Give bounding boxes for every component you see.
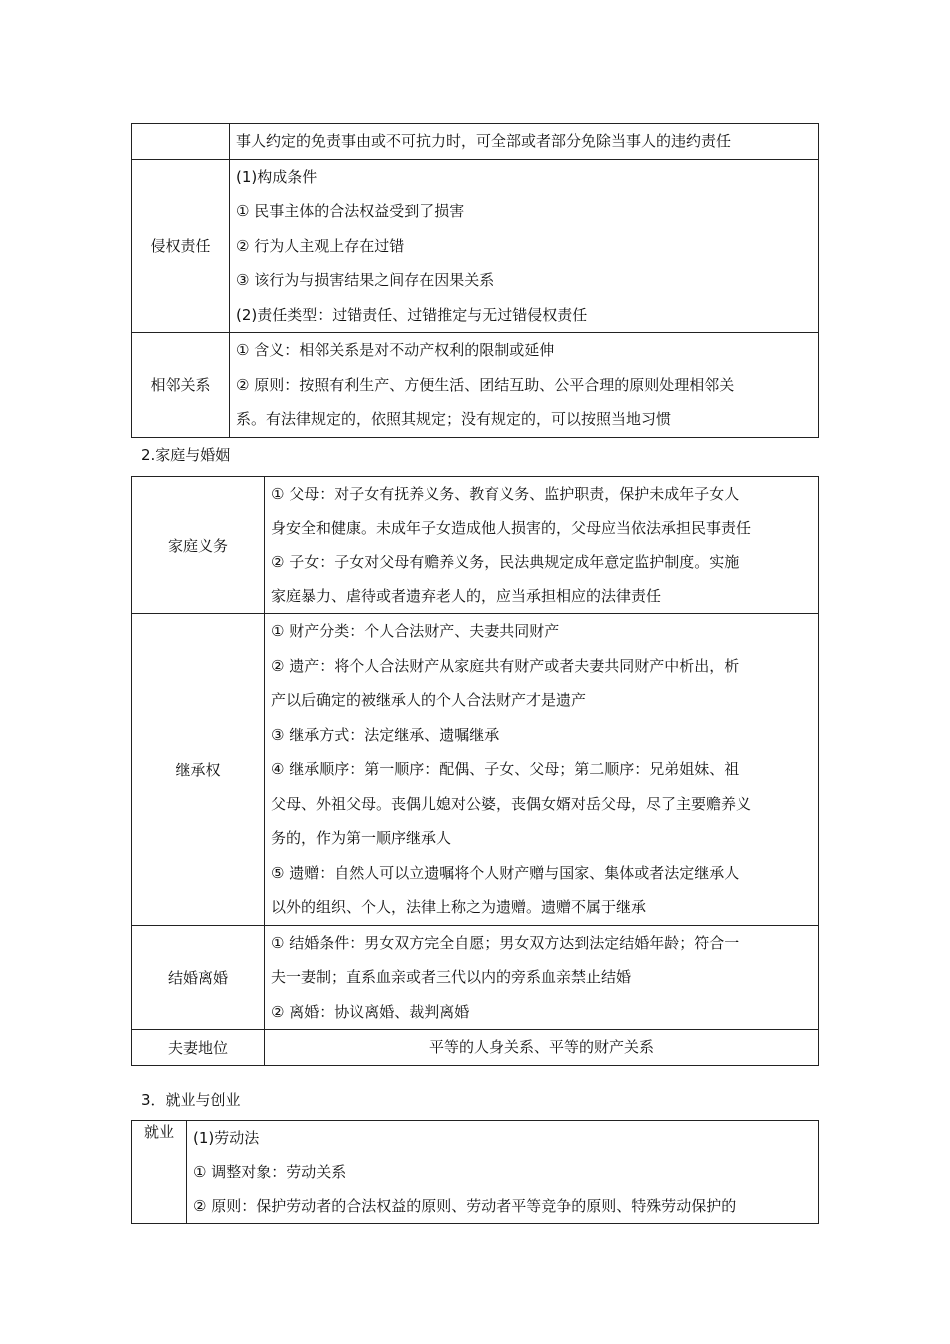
table-row <box>132 333 819 438</box>
content-line: 平等的人身关系、平等的财产关系 <box>428 1038 654 1056</box>
row-content <box>265 925 819 1030</box>
table-employment <box>131 1120 819 1224</box>
content-line: ② 遗产：将个人合法财产从家庭共有财产或者夫妻共同财产中析出，析 <box>271 656 740 675</box>
row-content <box>265 477 819 614</box>
content-line: ② 离婚：协议离婚、裁判离婚 <box>271 1002 470 1021</box>
section-heading-family-marriage: 2.家庭与婚姻 <box>141 446 231 464</box>
table-row <box>132 159 819 333</box>
content-line: ② 行为人主观上存在过错 <box>236 236 405 255</box>
content-line: 产以后确定的被继承人的个人合法财产才是遗产 <box>271 691 587 709</box>
table-row <box>132 124 819 160</box>
content-line: 以外的组织、个人，法律上称之为遗赠。遗赠不属于继承 <box>271 898 647 916</box>
content-line: 事人约定的免责事由或不可抗力时，可全部或者部分免除当事人的违约责任 <box>236 132 732 150</box>
content-line: ③ 该行为与损害结果之间存在因果关系 <box>236 271 495 289</box>
row-label: 夫妻地位 <box>132 1030 265 1066</box>
row-label: 结婚离婚 <box>132 925 265 1030</box>
content-line: 务的，作为第一顺序继承人 <box>271 829 452 847</box>
row-content <box>265 614 819 926</box>
table-row <box>132 1121 819 1224</box>
content-line: ① 民事主体的合法权益受到了损害 <box>236 202 465 220</box>
content-line: 身安全和健康。未成年子女造成他人损害的，父母应当依法承担民事责任 <box>271 519 752 537</box>
row-label: 就业 <box>132 1121 187 1224</box>
content-line: ⑤ 遗赠：自然人可以立遗嘱将个人财产赠与国家、集体或者法定继承人 <box>271 863 740 882</box>
row-label: 继承权 <box>132 614 265 926</box>
content-line: ② 原则：保护劳动者的合法权益的原则、劳动者平等竞争的原则、特殊劳动保护的 <box>193 1197 737 1215</box>
content-line: (1)构成条件 <box>236 167 318 186</box>
row-label: 侵权责任 <box>132 159 230 333</box>
row-content <box>187 1121 819 1224</box>
row-label: 家庭义务 <box>132 477 265 614</box>
row-content <box>265 1030 819 1066</box>
content-line: ① 财产分类：个人合法财产、夫妻共同财产 <box>271 622 560 640</box>
content-line: 夫一妻制；直系血亲或者三代以内的旁系血亲禁止结婚 <box>271 968 632 986</box>
table-row <box>132 1030 819 1066</box>
content-line: (1)劳动法 <box>193 1129 260 1147</box>
row-label <box>132 124 230 160</box>
table-row <box>132 477 819 614</box>
table-row <box>132 925 819 1030</box>
content-line: ② 原则：按照有利生产、方便生活、团结互助、公平合理的原则处理相邻关 <box>236 375 735 394</box>
row-content <box>230 159 819 333</box>
content-line: 家庭暴力、虐待或者遗弃老人的，应当承担相应的法律责任 <box>271 587 662 605</box>
table-row <box>132 614 819 926</box>
content-line: ③ 继承方式：法定继承、遗嘱继承 <box>271 725 500 744</box>
content-line: (2)责任类型：过错责任、过错推定与无过错侵权责任 <box>236 305 588 324</box>
table-family-marriage <box>131 476 819 1066</box>
table-civil-liability <box>131 123 819 438</box>
section-heading-employment: 3．就业与创业 <box>141 1091 241 1109</box>
content-line: ① 调整对象：劳动关系 <box>193 1163 347 1181</box>
row-label: 相邻关系 <box>132 333 230 438</box>
content-line: ④ 继承顺序：第一顺序：配偶、子女、父母；第二顺序：兄弟姐妹、祖 <box>271 760 740 778</box>
content-line: 父母、外祖父母。丧偶儿媳对公婆，丧偶女婿对岳父母，尽了主要赡养义 <box>271 794 752 813</box>
content-line: ① 父母：对子女有抚养义务、教育义务、监护职责，保护未成年子女人 <box>271 485 740 503</box>
content-line: ② 子女：子女对父母有赡养义务，民法典规定成年意定监护制度。实施 <box>271 553 740 571</box>
content-line: 系。有法律规定的，依照其规定；没有规定的，可以按照当地习惯 <box>236 410 672 428</box>
row-content <box>230 124 819 160</box>
row-content <box>230 333 819 438</box>
content-line: ① 结婚条件：男女双方完全自愿；男女双方达到法定结婚年龄；符合一 <box>271 933 740 952</box>
content-line: ① 含义：相邻关系是对不动产权利的限制或延伸 <box>236 341 555 359</box>
